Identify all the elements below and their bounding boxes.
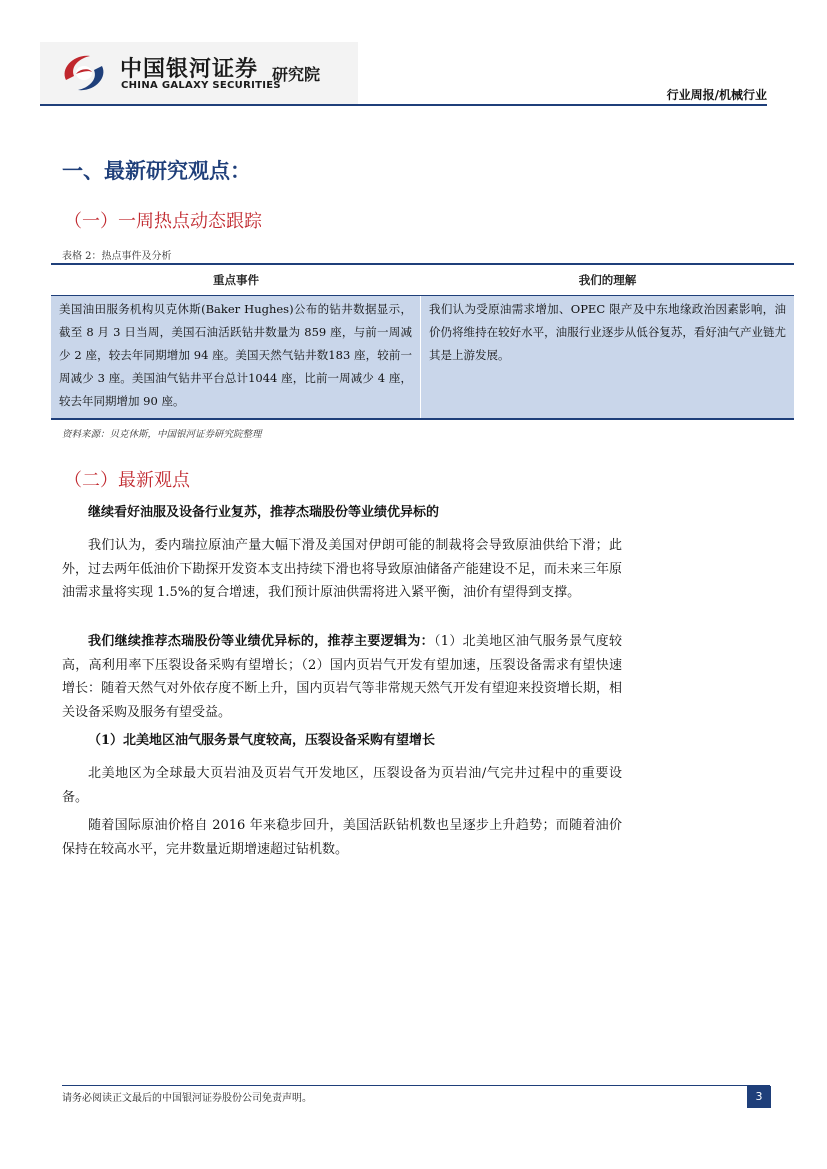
table-header-row	[51, 265, 794, 295]
hot-events-table	[51, 263, 794, 420]
page-number: 3	[747, 1086, 771, 1108]
galaxy-logo-icon	[56, 50, 112, 96]
table-cell-event: 美国油田服务机构贝克休斯(Baker Hughes)公布的钻井数据显示，截至 8 月 3 日当周，美国石油活跃钻井数量为 859 座，与前一周减少 2 座，较去年同期增加 94 座。美国天然气钻井数183 座，较前一周减少 3 座。美国油气钻井平台总计1044 座，比前一周减少 4 座，较去年同期增加 90 座。	[51, 296, 421, 418]
body-paragraph: 我们认为，委内瑞拉原油产量大幅下滑及美国对伊朗可能的制裁将会导致原油供给下滑；此外，过去两年低油价下勘探开发资本支出持续下滑也将导致原油储备产能建设不足，而未来三年原油需求量将实现 1.5%的复合增速，我们预计原油供需将进入紧平衡，油价有望得到支撑。	[62, 538, 622, 600]
table-source: 资料来源：贝克休斯，中国银河证券研究院整理	[62, 429, 262, 440]
report-type: 行业周报/机械行业	[666, 88, 767, 102]
logo-company-name-cn: 中国银河证券	[120, 57, 259, 82]
table-header-cell: 重点事件	[213, 273, 259, 287]
table-header-cell: 我们的理解	[578, 273, 637, 287]
footer-disclaimer: 请务必阅读正文最后的中国银河证券股份公司免责声明。	[62, 1093, 312, 1104]
lead-heading: 继续看好油服及设备行业复苏，推荐杰瑞股份等业绩优异标的	[88, 505, 440, 520]
section-title: 一、最新研究观点：	[62, 159, 251, 183]
logo-company-name-en: CHINA GALAXY SECURITIES	[121, 80, 281, 91]
paragraph-text: （1）北美地区油气服务景气度较高，高利用率下压裂设备采购有望增长；（2）国内页岩气开发有望加速，压裂设备需求有望快速增长：随着天然气对外依存度不断上升，国内页岩气等非常规天然气开发有望迎来投资增长期，相关设备采购及服务有望受益。	[62, 634, 622, 720]
table-caption: 表格 2：热点事件及分析	[62, 251, 172, 262]
logo-institute: 研究院	[272, 65, 321, 84]
body-paragraph: 随着国际原油价格自 2016 年来稳步回升，美国活跃钻机数也呈逐步上升趋势；而随着油价保持在较高水平，完井数量近期增速超过钻机数。	[62, 818, 622, 857]
sub-heading: （1）北美地区油气服务景气度较高，压裂设备采购有望增长	[88, 733, 436, 748]
footer-divider	[62, 1085, 770, 1086]
subsection-title-1: （一）一周热点动态跟踪	[64, 211, 262, 232]
body-paragraph	[62, 630, 622, 724]
table-row	[51, 295, 794, 420]
table-cell-analysis: 我们认为受原油需求增加、OPEC 限产及中东地缘政治因素影响，油价仍将维持在较好水平，油服行业逐步从低谷复苏，看好油气产业链尤其是上游发展。	[429, 302, 786, 362]
header-divider	[40, 104, 767, 106]
subsection-title-2: （二）最新观点	[64, 470, 190, 491]
paragraph-lead: 我们继续推荐杰瑞股份等业绩优异标的，推荐主要逻辑为：	[88, 634, 434, 649]
body-paragraph: 北美地区为全球最大页岩油及页岩气开发地区，压裂设备为页岩油/气完井过程中的重要设备。	[62, 766, 622, 805]
